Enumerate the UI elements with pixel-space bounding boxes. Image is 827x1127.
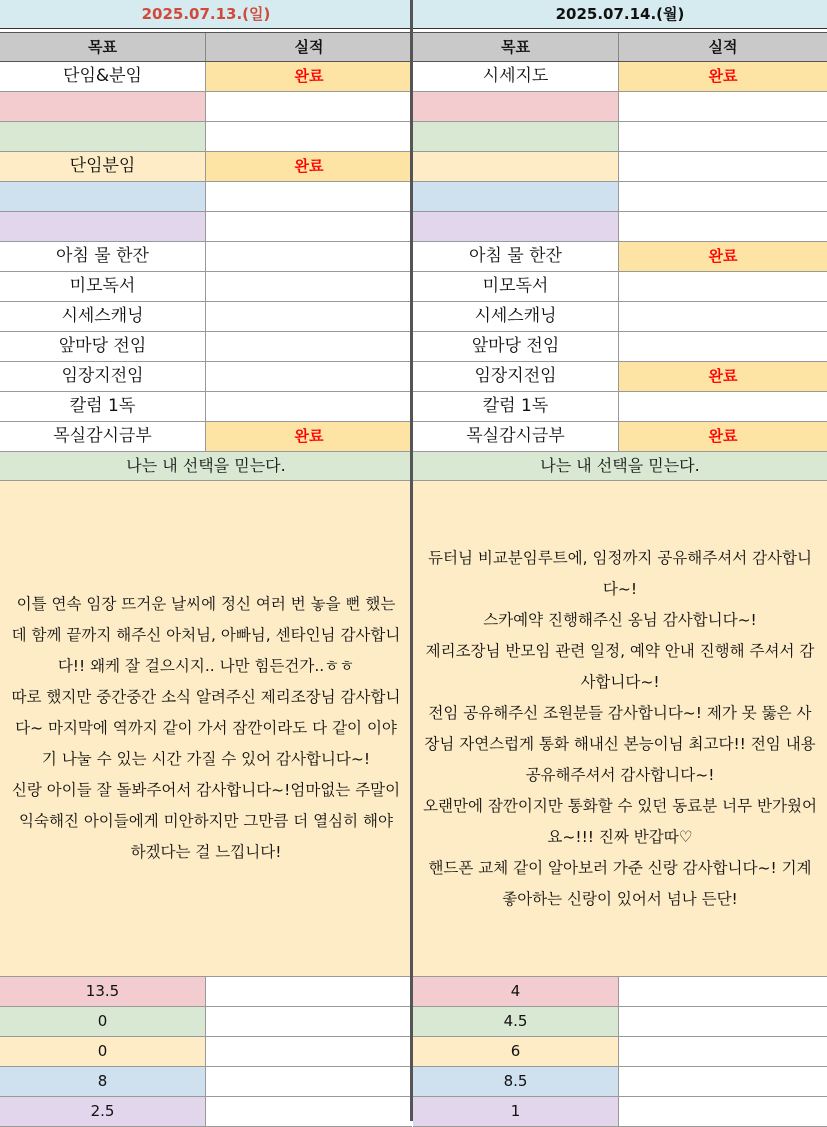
goal-cell[interactable]: 아침 물 한잔 [413, 242, 619, 271]
goal-row [0, 362, 412, 392]
result-cell[interactable] [619, 212, 827, 241]
goal-row [413, 62, 827, 92]
hours-empty-cell[interactable] [206, 1097, 412, 1126]
result-cell[interactable] [206, 182, 412, 211]
result-cell[interactable] [619, 392, 827, 421]
goal-row [0, 272, 412, 302]
result-cell[interactable] [619, 92, 827, 121]
goal-cell[interactable] [0, 122, 206, 151]
goal-row [413, 362, 827, 392]
goal-cell[interactable]: 아침 물 한잔 [0, 242, 206, 271]
result-cell[interactable]: 완료 [206, 62, 412, 91]
hours-value-cell[interactable]: 2.5 [0, 1097, 206, 1126]
goal-cell[interactable] [413, 122, 619, 151]
goal-row [0, 302, 412, 332]
goal-cell[interactable]: 임장지전임 [413, 362, 619, 391]
goal-cell[interactable]: 임장지전임 [0, 362, 206, 391]
result-cell[interactable] [206, 332, 412, 361]
hours-empty-cell[interactable] [206, 977, 412, 1006]
table-header-row [413, 33, 827, 62]
goal-cell[interactable]: 단임&분임 [0, 62, 206, 91]
goal-cell[interactable]: 미모독서 [0, 272, 206, 301]
table-header-row [0, 33, 412, 62]
hours-row [413, 1037, 827, 1067]
result-column-header[interactable]: 실적 [206, 33, 412, 61]
goal-cell[interactable]: 목실감시금부 [413, 422, 619, 451]
goal-cell[interactable]: 미모독서 [413, 272, 619, 301]
goal-cell[interactable]: 단임분임 [0, 152, 206, 181]
result-cell[interactable]: 완료 [619, 62, 827, 91]
result-cell[interactable] [206, 92, 412, 121]
result-cell[interactable] [619, 122, 827, 151]
date-header[interactable]: 2025.07.14.(월) [413, 0, 827, 29]
result-cell[interactable] [206, 272, 412, 301]
hours-empty-cell[interactable] [619, 1037, 827, 1066]
hours-row [413, 1007, 827, 1037]
goal-cell[interactable]: 시세스캐닝 [0, 302, 206, 331]
goal-row [0, 122, 412, 152]
result-cell[interactable] [206, 362, 412, 391]
hours-value-cell[interactable]: 8 [0, 1067, 206, 1096]
result-cell[interactable] [206, 302, 412, 331]
result-cell[interactable]: 완료 [206, 422, 412, 451]
hours-row [413, 1097, 827, 1127]
hours-value-cell[interactable]: 13.5 [0, 977, 206, 1006]
result-cell[interactable] [206, 122, 412, 151]
goal-row [413, 122, 827, 152]
goal-cell[interactable] [0, 182, 206, 211]
result-cell[interactable]: 완료 [619, 362, 827, 391]
result-cell[interactable] [206, 392, 412, 421]
goal-cell[interactable]: 칼럼 1독 [0, 392, 206, 421]
goal-cell[interactable] [0, 212, 206, 241]
goal-row [413, 92, 827, 122]
goal-cell[interactable] [413, 92, 619, 121]
result-cell[interactable]: 완료 [619, 242, 827, 271]
motto-cell[interactable]: 나는 내 선택을 믿는다. [413, 452, 827, 481]
hours-row [413, 977, 827, 1007]
gratitude-note-cell[interactable]: 이틀 연속 임장 뜨거운 날씨에 정신 여러 번 놓을 뻔 했는데 함께 끝까지 해주신 아처님, 아빠님, 센타인님 감사합니다!! 왜케 잘 걸으시지.. 나만 힘든건가..ㅎㅎ 따로 했지만 중간중간 소식 알려주신 제리조장님 감사합니다~ 마지막에 역까지 같이 가서 잠깐이라도 다 같이 이야기 나눌 수 있는 시간 가질 수 있어 감사합니다~! 신랑 아이들 잘 돌봐주어서 감사합니다~!엄마없는 주말이 익숙해진 아이들에게 미안하지만 그만큼 더 열심히 해야 하겠다는 걸 느낍니다! [0, 481, 412, 977]
hours-value-cell[interactable]: 4.5 [413, 1007, 619, 1036]
hours-row [0, 1037, 412, 1067]
hours-empty-cell[interactable] [206, 1007, 412, 1036]
goal-row [413, 422, 827, 452]
hours-value-cell[interactable]: 1 [413, 1097, 619, 1126]
goal-row [413, 272, 827, 302]
hours-value-cell[interactable]: 0 [0, 1007, 206, 1036]
goal-cell[interactable]: 시세지도 [413, 62, 619, 91]
result-cell[interactable] [206, 212, 412, 241]
goal-row [0, 242, 412, 272]
goal-column-header[interactable]: 목표 [413, 33, 619, 61]
hours-empty-cell[interactable] [206, 1067, 412, 1096]
goal-cell[interactable] [0, 92, 206, 121]
gratitude-note-cell[interactable]: 듀터님 비교분임루트에, 임정까지 공유해주셔서 감사합니다~! 스카예약 진행해주신 옹님 감사합니다~! 제리조장님 반모임 관련 일정, 예약 안내 진행해 주셔서 감사합니다~! 전임 공유해주신 조원분들 감사합니다~! 제가 못 뚫은 사장님 자연스럽게 통화 해내신 본능이님 최고다!! 전임 내용 공유해주셔서 감사합니다~! 오랜만에 잠깐이지만 통화할 수 있던 동료분 너무 반가웠어요~!!! 진짜 반갑따♡ 핸드폰 교체 같이 알아보러 가준 신랑 감사합니다~! 기계 좋아하는 신랑이 있어서 넘나 든단! [413, 481, 827, 977]
goal-cell[interactable]: 앞마당 전임 [413, 332, 619, 361]
motto-cell[interactable]: 나는 내 선택을 믿는다. [0, 452, 412, 481]
goal-cell[interactable]: 목실감시금부 [0, 422, 206, 451]
hours-row [0, 1097, 412, 1127]
hours-empty-cell[interactable] [619, 977, 827, 1006]
hours-row [0, 1067, 412, 1097]
result-cell[interactable] [619, 302, 827, 331]
goal-row [413, 212, 827, 242]
hours-row [0, 1007, 412, 1037]
hours-empty-cell[interactable] [619, 1067, 827, 1096]
result-cell[interactable] [619, 152, 827, 181]
hours-empty-cell[interactable] [619, 1097, 827, 1126]
result-cell[interactable] [619, 182, 827, 211]
goal-cell[interactable]: 시세스캐닝 [413, 302, 619, 331]
hours-value-cell[interactable]: 0 [0, 1037, 206, 1066]
goal-cell[interactable] [413, 212, 619, 241]
goal-row [413, 302, 827, 332]
goal-row [413, 182, 827, 212]
goal-row [0, 182, 412, 212]
hours-empty-cell[interactable] [619, 1007, 827, 1036]
goal-row [0, 92, 412, 122]
goal-cell[interactable]: 앞마당 전임 [0, 332, 206, 361]
goal-cell[interactable]: 칼럼 1독 [413, 392, 619, 421]
goal-row [0, 392, 412, 422]
goal-row [0, 62, 412, 92]
goal-row [0, 422, 412, 452]
goal-cell[interactable] [413, 152, 619, 181]
hours-row [0, 977, 412, 1007]
hours-empty-cell[interactable] [206, 1037, 412, 1066]
result-cell[interactable]: 완료 [206, 152, 412, 181]
result-cell[interactable]: 완료 [619, 422, 827, 451]
goal-row [413, 152, 827, 182]
goal-row [413, 392, 827, 422]
date-header[interactable]: 2025.07.13.(일) [0, 0, 412, 29]
goal-row [0, 212, 412, 242]
goal-row [413, 332, 827, 362]
result-column-header[interactable]: 실적 [619, 33, 827, 61]
hours-value-cell[interactable]: 8.5 [413, 1067, 619, 1096]
goal-column-header[interactable]: 목표 [0, 33, 206, 61]
result-cell[interactable] [619, 332, 827, 361]
day-column-0714 [413, 0, 827, 1121]
day-column-0713 [0, 0, 412, 1121]
goal-row [0, 152, 412, 182]
hours-row [413, 1067, 827, 1097]
hours-value-cell[interactable]: 4 [413, 977, 619, 1006]
result-cell[interactable] [619, 272, 827, 301]
goal-cell[interactable] [413, 182, 619, 211]
hours-value-cell[interactable]: 6 [413, 1037, 619, 1066]
goal-row [413, 242, 827, 272]
goal-row [0, 332, 412, 362]
result-cell[interactable] [206, 242, 412, 271]
